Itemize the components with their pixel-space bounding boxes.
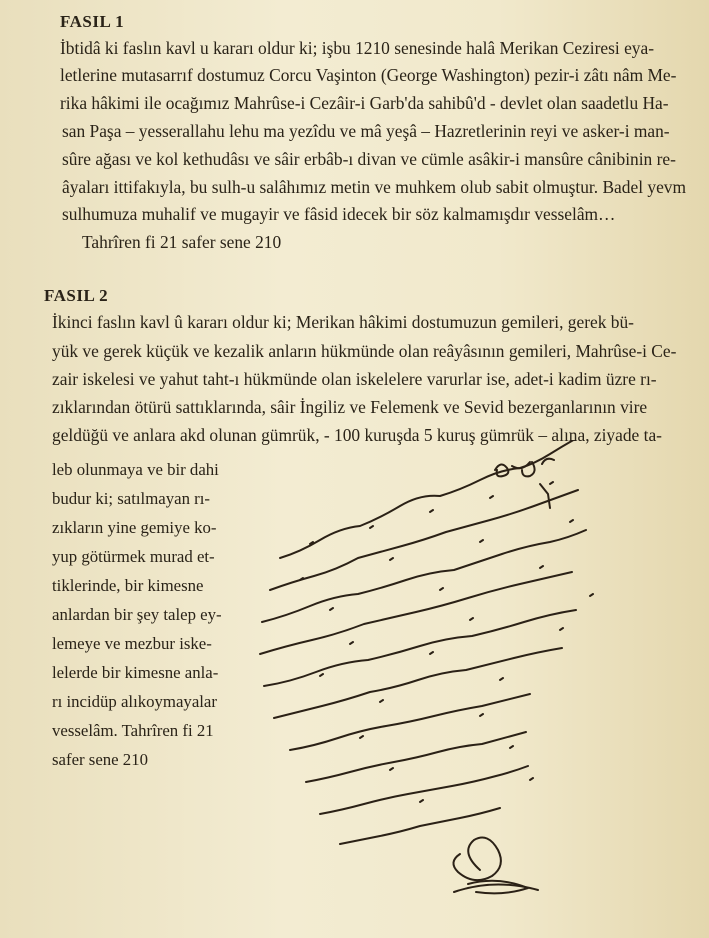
fasil-2-line: zıklarından ötürü sattıklarında, sâir İngiliz ve Felemenk ve Sevid bezerganlarının vire	[52, 397, 648, 417]
fasil-1-date: Tahrîren fi 21 safer sene 210	[82, 232, 282, 252]
fasil-2-column-line: lelerde bir kimesne anla-	[52, 663, 219, 682]
fasil-2-column-line: rı incidüp alıkoymayalar	[52, 692, 217, 711]
fasil-2-line: zair iskelesi ve yahut taht-ı hükmünde olan iskelelere varurlar ise, adet-i kadim üzre rı-	[52, 369, 657, 389]
fasil-2-column-line: vesselâm. Tahrîren fi 21	[52, 721, 214, 740]
fasil-1-line: rika hâkimi ile ocağımız Mahrûse-i Cezâir-i Garb'da sahibû'd - devlet olan saadetlu Ha-	[60, 93, 669, 113]
fasil-2-column-line: leb olunmaya ve bir dahi	[52, 460, 219, 479]
fasil-1-line: san Paşa – yesserallahu lehu ma yezîdu ve mâ yeşâ – Hazretlerinin reyi ve asker-i man-	[62, 121, 670, 141]
fasil-1-line: sulhumuza muhalif ve mugayir ve fâsid idecek bir söz kalmamışdır vesselâm…	[62, 204, 616, 224]
ottoman-manuscript-image	[240, 440, 700, 910]
fasil-1-heading: FASIL 1	[60, 12, 125, 31]
fasil-2-line: İkinci faslın kavl û kararı oldur ki; Merikan hâkimi dostumuzun gemileri, gerek bü-	[52, 312, 634, 332]
fasil-2-column-line: yup götürmek murad et-	[52, 547, 215, 566]
fasil-2-column-line: lemeye ve mezbur iske-	[52, 634, 212, 653]
fasil-1-line: sûre ağası ve kol kethudâsı ve sâir erbâb-ı divan ve cümle asâkir-i mansûre cânibinin re-	[62, 149, 676, 169]
fasil-2-heading: FASIL 2	[44, 286, 109, 305]
fasil-2-line: geldüğü ve anlara akd olunan gümrük, - 100 kuruşda 5 kuruş gümrük – alına, ziyade ta-	[52, 425, 662, 445]
fasil-1-line: İbtidâ ki faslın kavl u kararı oldur ki; işbu 1210 senesinde halâ Merikan Ceziresi eya-	[60, 38, 655, 58]
fasil-2-line: yük ve gerek küçük ve kezalik anların hükmünde olan reâyâsının gemileri, Mahrûse-i Ce-	[52, 341, 677, 361]
fasil-2-column-line: budur ki; satılmayan rı-	[52, 489, 210, 508]
fasil-2-column-line: anlardan bir şey talep ey-	[52, 605, 222, 624]
fasil-2-date: safer sene 210	[52, 750, 148, 769]
fasil-2-column-line: zıkların yine gemiye ko-	[52, 518, 217, 537]
fasil-1-line: letlerine mutasarrıf dostumuz Corcu Vaşinton (George Washington) pezir-i zâtı nâm Me-	[60, 65, 677, 85]
fasil-2-column-line: tiklerinde, bir kimesne	[52, 576, 204, 595]
manuscript-handwriting	[240, 440, 700, 910]
fasil-1-line: âyaları ittifakıyla, bu sulh-u salâhımız metin ve muhkem olub sabit olmuştur. Badel yevm	[62, 177, 687, 197]
